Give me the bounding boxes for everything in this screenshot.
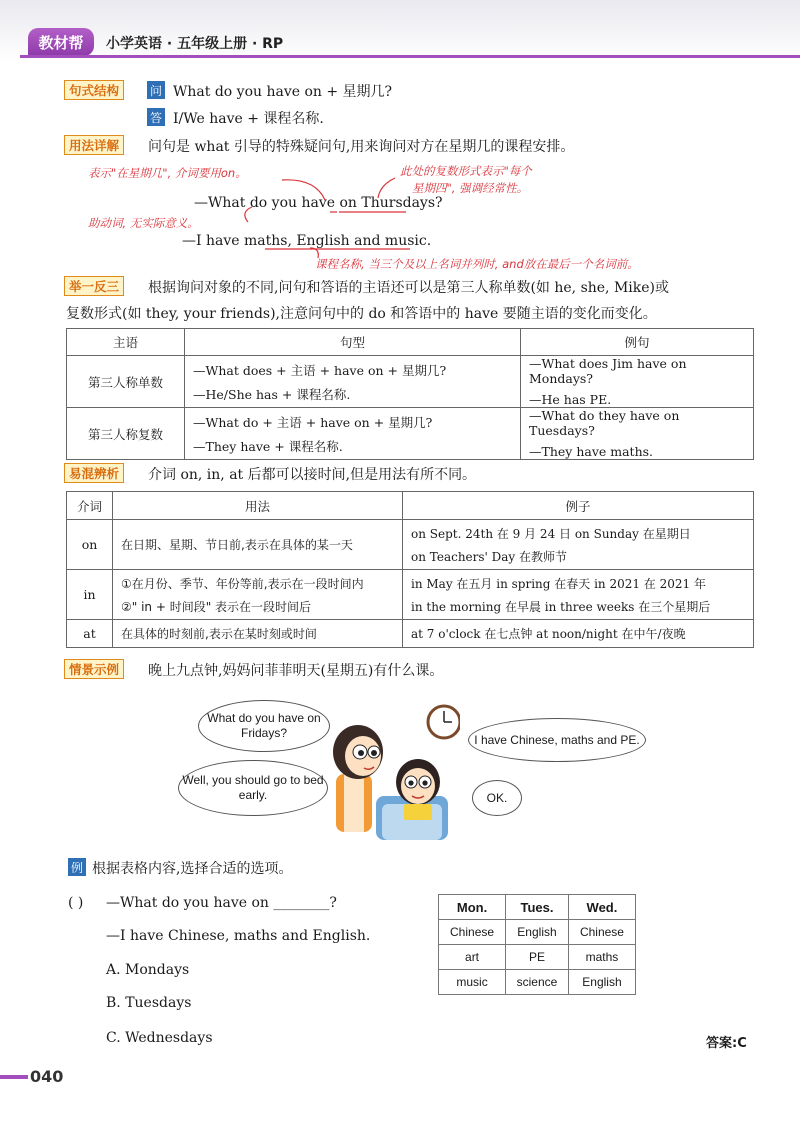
confusion-text: 介词 on, in, at 后都可以接时间,但是用法有所不同。 [148,467,477,483]
exercise-question: —What do you have on ________? [106,895,337,911]
table-cell [403,570,754,620]
usage-tag: 用法详解 [64,135,124,155]
table-header-row [67,492,754,520]
table-cell [185,408,521,460]
table-cell: Chinese [568,920,635,945]
extension-line-1: 根据询问对象的不同,问句和答语的主语还可以是第三人称单数(如 he, she, Mike)或 [148,280,669,296]
table-cell: science [506,970,569,995]
table-row [67,620,754,648]
table-cell: English [506,920,569,945]
note-preposition: 表示"在星期几", 介词要用on。 [88,166,247,180]
table-header: 例句 [521,329,754,356]
table-header: 主语 [67,329,185,356]
extension-tag: 举一反三 [64,276,124,296]
table-cell: on [67,520,113,570]
annotation-arrows [0,0,800,280]
example-line: in the morning 在早晨 in three weeks 在三个星期后 [411,599,711,614]
table-cell: 在具体的时刻前,表示在某时刻或时间 [113,620,403,648]
table-cell [521,408,754,460]
table-cell: 在日期、星期、节日前,表示在具体的某一天 [113,520,403,570]
speech-bubble-mom-advice: Well, you should go to bed early. [178,760,328,816]
example-question: —What do they have on Tuesdays? [529,408,680,438]
table-header-row [439,895,636,920]
schedule-table [438,894,636,995]
confusion-tag: 易混辨析 [64,463,124,483]
table-header: 例子 [403,492,754,520]
table-cell [521,356,754,408]
example-answer: —He has PE. [529,392,612,407]
example-answer: —I have maths, English and music. [182,233,432,249]
table-cell: English [568,970,635,995]
table-cell: 第三人称复数 [67,408,185,460]
table-cell: at 7 o'clock 在七点钟 at noon/night 在中午/夜晚 [403,620,754,648]
structure-tag: 句式结构 [64,80,124,100]
table-header: Mon. [439,895,506,920]
table-cell [185,356,521,408]
table-header-row [67,329,754,356]
option-b: B. Tuesdays [106,995,192,1011]
question-mark-tag: 问 [147,81,165,99]
girl-in-bed [376,759,448,840]
answer-mark-tag: 答 [147,108,165,126]
scene-text: 晚上九点钟,妈妈问菲菲明天(星期五)有什么课。 [148,663,444,679]
table-header: 句型 [185,329,521,356]
exercise-answer-line: —I have Chinese, maths and English. [106,928,371,944]
exercise-instruction: 根据表格内容,选择合适的选项。 [92,861,293,877]
table-row [439,970,636,995]
table-row [67,570,754,620]
table-header: Wed. [568,895,635,920]
example-question: —What does Jim have on Mondays? [529,356,687,386]
extension-line-2: 复数形式(如 they, your friends),注意问句中的 do 和答语中的 have 要随主语的变化而变化。 [66,306,657,322]
speech-bubble-mom-question: What do you have on Fridays? [198,700,330,752]
table-cell: music [439,970,506,995]
answer-key: 答案:C [706,1036,747,1051]
footer-rule [0,1075,28,1079]
clock-icon [428,706,460,738]
example-line: in May 在五月 in spring 在春天 in 2021 在 2021 年 [411,576,706,591]
example-answer: —They have maths. [529,444,654,459]
book-title: 小学英语 · 五年级上册 · RP [106,36,284,52]
table-cell: art [439,945,506,970]
pattern-question: —What do + 主语 + have on + 星期几? [193,414,433,430]
answer-blank: ( ) [68,895,84,911]
mother-figure [333,725,383,832]
usage-line: ①在月份、季节、年份等前,表示在一段时间内 [121,576,364,591]
note-plural: 此处的复数形式表示"每个 [400,164,532,178]
table-row [439,920,636,945]
scene-tag: 情景示例 [64,659,124,679]
table-header: 用法 [113,492,403,520]
option-c: C. Wednesdays [106,1030,213,1046]
note-course: 课程名称, 当三个及以上名词并列时, and放在最后一个名词前。 [315,257,639,271]
scene-illustration [330,700,460,845]
table-header: 介词 [67,492,113,520]
table-cell: at [67,620,113,648]
speech-bubble-girl-answer: I have Chinese, maths and PE. [468,718,646,762]
example-question: —What do you have on Thursdays? [194,195,443,211]
table-row [67,520,754,570]
option-a: A. Mondays [106,962,190,978]
usage-line: ②" in + 时间段" 表示在一段时间后 [121,599,312,614]
exercise-mark: 例 [68,858,86,876]
table-cell: Chinese [439,920,506,945]
subject-table [66,328,754,460]
table-cell: maths [568,945,635,970]
table-row [67,356,754,408]
table-cell: PE [506,945,569,970]
structure-answer: I/We have + 课程名称. [173,111,324,127]
table-cell: 第三人称单数 [67,356,185,408]
table-header: Tues. [506,895,569,920]
table-cell [113,570,403,620]
pattern-answer: —They have + 课程名称. [193,438,343,454]
table-row [67,408,754,460]
speech-bubble-girl-ok: OK. [472,780,522,816]
usage-text: 问句是 what 引导的特殊疑问句,用来询问对方在星期几的课程安排。 [148,139,575,155]
note-auxiliary: 助动词, 无实际意义。 [88,216,199,230]
brand-logo: 教材帮 [28,28,94,56]
table-row [439,945,636,970]
note-plural-2: 星期四", 强调经常性。 [412,181,529,195]
pattern-question: —What does + 主语 + have on + 星期几? [193,362,447,378]
page-number: 040 [30,1067,64,1086]
table-cell [403,520,754,570]
structure-question: What do you have on + 星期几? [173,84,393,100]
table-cell: in [67,570,113,620]
preposition-table [66,491,754,648]
pattern-answer: —He/She has + 课程名称. [193,386,351,402]
example-line: on Sept. 24th 在 9 月 24 日 on Sunday 在星期日 [411,526,691,541]
example-line: on Teachers' Day 在教师节 [411,549,568,564]
